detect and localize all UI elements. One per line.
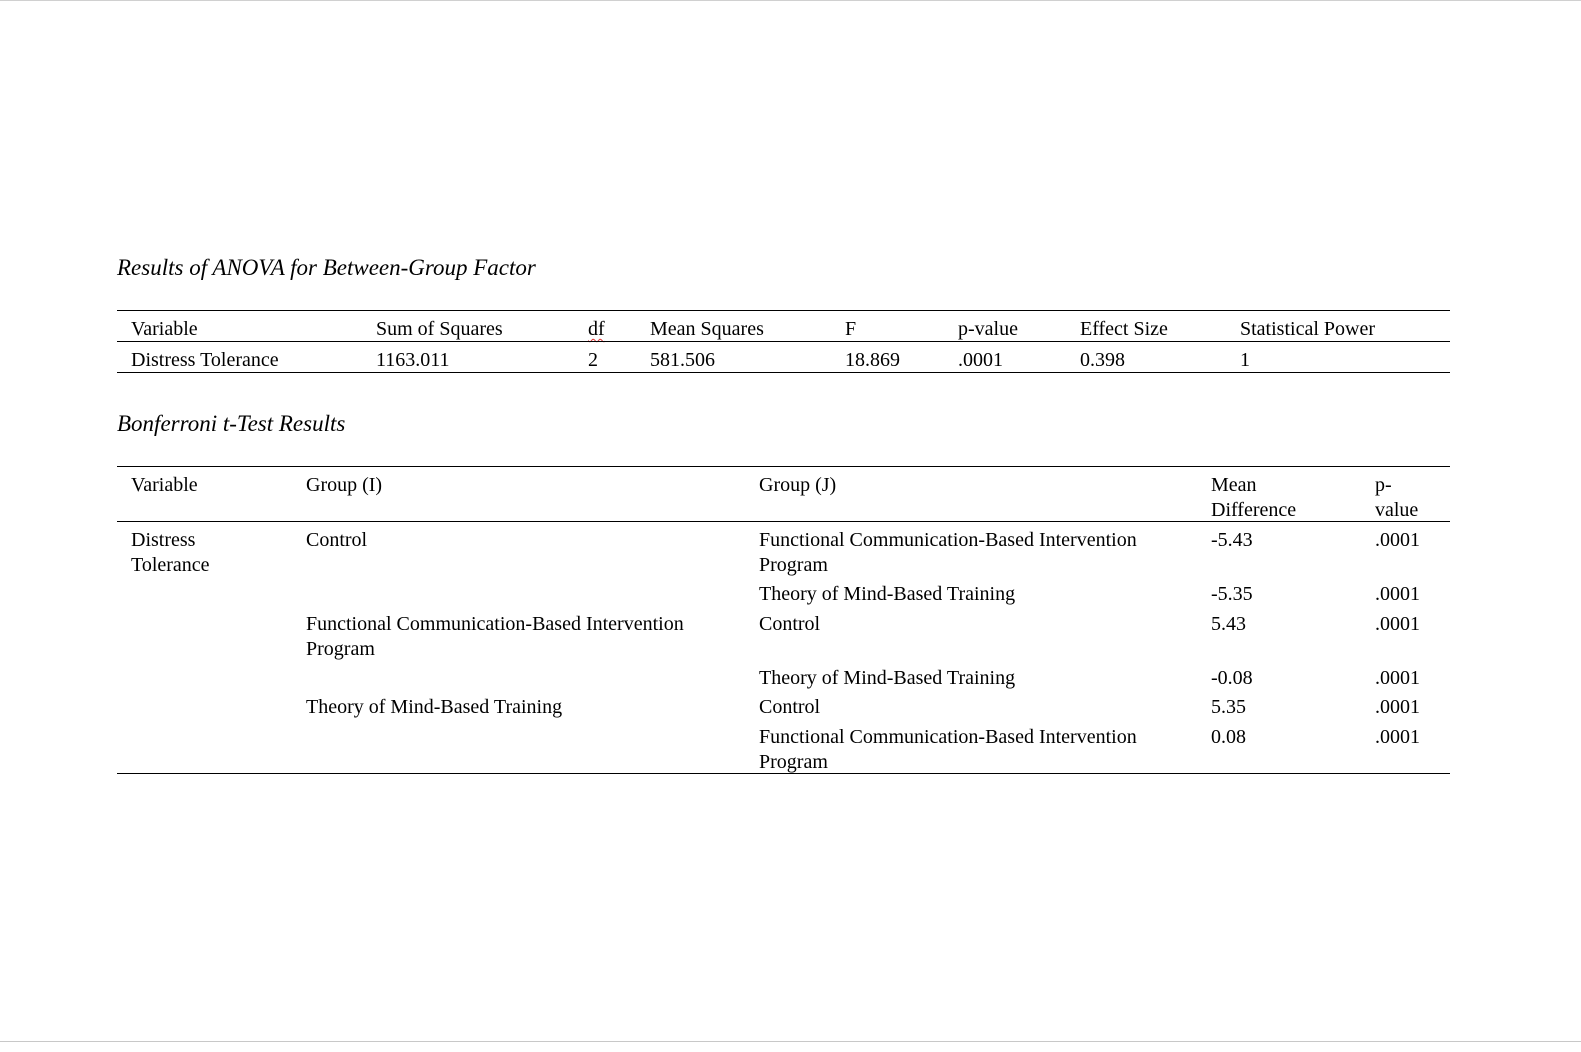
header-cell: Variable bbox=[131, 474, 198, 496]
header-cell: Mean bbox=[1211, 474, 1257, 496]
header-cell: p-value bbox=[958, 318, 1018, 340]
window-bottom-border bbox=[0, 1041, 1581, 1042]
cell: .0001 bbox=[1375, 613, 1420, 635]
header-cell: Variable bbox=[131, 318, 198, 340]
cell: 1 bbox=[1240, 349, 1250, 371]
cell: Theory of Mind-Based Training bbox=[759, 583, 1016, 605]
header-cell: Group (J) bbox=[759, 474, 837, 496]
header-cell: Mean Squares bbox=[650, 318, 764, 340]
header-cell: F bbox=[845, 318, 857, 340]
cell: .0001 bbox=[1375, 529, 1420, 551]
cell: Distress Tolerance bbox=[131, 349, 279, 371]
cell: 5.43 bbox=[1211, 613, 1246, 635]
cell: Distress bbox=[131, 529, 196, 551]
table-rule bbox=[117, 773, 1450, 774]
window-top-border bbox=[0, 0, 1581, 1]
cell: Program bbox=[306, 638, 375, 660]
cell: 0.398 bbox=[1080, 349, 1125, 371]
cell: Program bbox=[759, 554, 828, 576]
cell: .0001 bbox=[1375, 726, 1420, 748]
cell: .0001 bbox=[1375, 667, 1420, 689]
cell: 5.35 bbox=[1211, 696, 1246, 718]
cell: Control bbox=[759, 613, 821, 635]
cell: Theory of Mind-Based Training bbox=[306, 696, 563, 718]
cell: Tolerance bbox=[131, 554, 210, 576]
header-cell: Sum of Squares bbox=[376, 318, 503, 340]
table-rule bbox=[117, 466, 1450, 467]
cell: Control bbox=[759, 696, 821, 718]
table-rule bbox=[117, 341, 1450, 342]
cell: 2 bbox=[588, 349, 598, 371]
cell: Theory of Mind-Based Training bbox=[759, 667, 1016, 689]
header-cell: value bbox=[1375, 499, 1419, 521]
cell: .0001 bbox=[958, 349, 1003, 371]
cell: Program bbox=[759, 751, 828, 773]
table-rule bbox=[117, 310, 1450, 311]
table-rule bbox=[117, 521, 1450, 522]
cell: -5.35 bbox=[1211, 583, 1253, 605]
cell: 0.08 bbox=[1211, 726, 1246, 748]
cell: 18.869 bbox=[845, 349, 900, 371]
cell: -0.08 bbox=[1211, 667, 1253, 689]
header-cell: Group (I) bbox=[306, 474, 383, 496]
header-cell: Effect Size bbox=[1080, 318, 1168, 340]
cell: Control bbox=[306, 529, 368, 551]
cell: Functional Communication-Based Intervention bbox=[306, 613, 684, 635]
header-cell: df bbox=[588, 318, 605, 340]
header-cell: Difference bbox=[1211, 499, 1297, 521]
cell: .0001 bbox=[1375, 583, 1420, 605]
table-rule bbox=[117, 372, 1450, 373]
cell: .0001 bbox=[1375, 696, 1420, 718]
header-cell: Statistical Power bbox=[1240, 318, 1375, 340]
anova-caption: Results of ANOVA for Between-Group Factor bbox=[117, 255, 536, 280]
cell: 1163.011 bbox=[376, 349, 450, 371]
cell: 581.506 bbox=[650, 349, 715, 371]
cell: Functional Communication-Based Intervention bbox=[759, 529, 1137, 551]
header-cell: p- bbox=[1375, 474, 1392, 496]
bonferroni-caption: Bonferroni t-Test Results bbox=[117, 411, 346, 436]
cell: Functional Communication-Based Intervention bbox=[759, 726, 1137, 748]
cell: -5.43 bbox=[1211, 529, 1253, 551]
